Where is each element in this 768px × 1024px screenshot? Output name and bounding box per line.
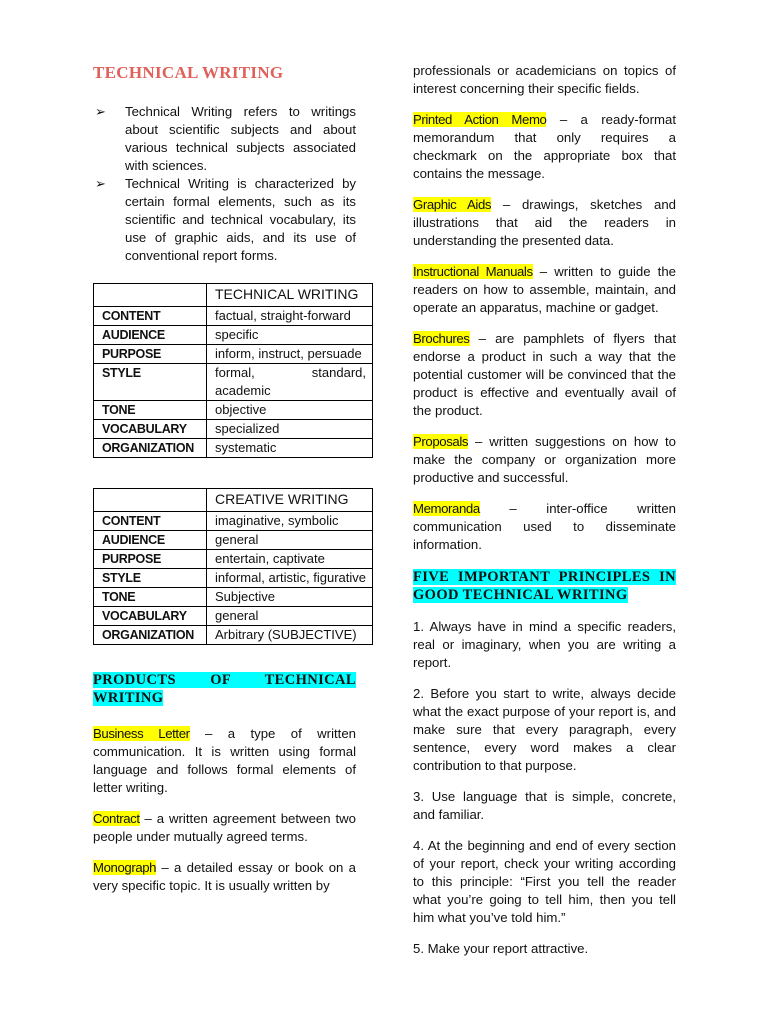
product-definition: – a written agreement between two people under mutually agreed terms. [93,811,356,844]
product-definition: – a ready-format memorandum that only requires a checkmark on the appropriate box that contains the message. [413,112,677,181]
row-value: general [207,531,373,550]
product-definition: – written to guide the readers on how to assemble, maintain, and operate an apparatus, machine or gadget. [413,264,676,315]
table-row [94,439,373,458]
row-key: ORGANIZATION [94,626,207,645]
product-term: Graphic Aids [413,197,492,212]
table-header: TECHNICAL WRITING [207,284,373,307]
product-entry [93,725,356,797]
product-entry [93,810,356,846]
row-key: STYLE [94,364,207,401]
row-value: entertain, captivate [207,550,373,569]
product-entry [413,500,676,554]
bullet-item [93,103,356,175]
left-column [93,62,366,895]
arrowhead-bullet-icon: ➢ [95,176,106,191]
bullet-text: Technical Writing is characterized by certain formal elements, such as its scientific and technical vocabulary, its use of graphic aids, and its use of conventional report forms. [125,176,356,263]
row-key: TONE [94,401,207,420]
row-value: Arbitrary (SUBJECTIVE) [207,626,373,645]
table-header-row [94,284,373,307]
table-row [94,569,373,588]
row-key: PURPOSE [94,345,207,364]
table-row [94,588,373,607]
row-key: AUDIENCE [94,531,207,550]
row-key: TONE [94,588,207,607]
table-row [94,626,373,645]
product-definition: – are pamphlets of flyers that endorse a product in such a way that the potential customer will be convinced that the product is effective and eventually avail of the product. [413,331,676,418]
bullet-item [93,175,356,265]
arrowhead-bullet-icon: ➢ [95,104,106,119]
principle-item: 3. Use language that is simple, concrete, and familiar. [413,789,676,822]
principle-item: 5. Make your report attractive. [413,941,589,956]
table-row [94,401,373,420]
product-entry [93,859,356,895]
row-value: general [207,607,373,626]
table-spacer [93,458,356,488]
bullet-text: Technical Writing refers to writings about scientific subjects and about various technical subjects associated with sciences. [125,104,356,173]
product-entry [413,196,676,250]
row-key: CONTENT [94,512,207,531]
products-heading-text: PRODUCTS OF TECHNICAL WRITING [93,672,356,706]
principles-heading [413,568,676,604]
products-heading [93,671,356,707]
principles-heading-text: FIVE IMPORTANT PRINCIPLES IN GOOD TECHNICAL WRITING [413,569,676,603]
product-definition: – a detailed essay or book on a very specific topic. It is usually written by [93,860,356,893]
product-entry [413,330,676,420]
row-value: inform, instruct, persuade [207,345,373,364]
product-term: Monograph [93,860,157,875]
product-definition: – a type of written communication. It is written using formal language and follows formal elements of letter writing. [93,726,356,795]
table-row [94,607,373,626]
row-value: specific [207,326,373,345]
product-entry [413,111,676,183]
row-key: CONTENT [94,307,207,326]
row-key: ORGANIZATION [94,439,207,458]
section-spacer [93,645,356,671]
table-row [94,307,373,326]
table-header: CREATIVE WRITING [207,489,373,512]
product-definition: – written suggestions on how to make the company or organization more productive and successful. [413,434,676,485]
table-row [94,326,373,345]
table-row [94,420,373,439]
technical-writing-table [93,283,373,458]
page-title: TECHNICAL WRITING [93,63,284,82]
product-term: Instructional Manuals [413,264,533,279]
product-entry [413,433,676,487]
row-value: factual, straight-forward [207,307,373,326]
row-value: specialized [207,420,373,439]
row-value: imaginative, symbolic [207,512,373,531]
table-corner-cell [94,489,207,512]
table-header-row [94,489,373,512]
row-key: VOCABULARY [94,420,207,439]
product-definition: – drawings, sketches and illustrations that aid the readers in understanding the presented data. [413,197,676,248]
table-row [94,531,373,550]
monograph-continuation: professionals or academicians on topics of interest concerning their specific fields. [413,63,676,96]
table-row [94,345,373,364]
table-row [94,512,373,531]
product-term: Business Letter [93,726,190,741]
product-term: Proposals [413,434,469,449]
row-key: PURPOSE [94,550,207,569]
product-entry [413,263,676,317]
creative-writing-table [93,488,373,645]
product-term: Contract [93,811,140,826]
principle-item: 4. At the beginning and end of every section of your report, check your writing according to this principle: “First you tell the reader what you’re going to tell him, then you tell him what you’ve told him.” [413,838,676,925]
product-definition: – inter-office written communication used to disseminate information. [413,501,676,552]
row-key: VOCABULARY [94,607,207,626]
principle-item: 2. Before you start to write, always decide what the exact purpose of your report is, and make sure that every paragraph, every sentence, every word makes a clear contribution to that purpose. [413,686,676,773]
product-term: Brochures [413,331,470,346]
product-term: Memoranda [413,501,480,516]
row-key: AUDIENCE [94,326,207,345]
row-value: objective [207,401,373,420]
product-term: Printed Action Memo [413,112,547,127]
row-value: systematic [207,439,373,458]
principle-item: 1. Always have in mind a specific readers, real or imaginary, when you are writing a report. [413,619,676,670]
table-corner-cell [94,284,207,307]
row-value: formal, standard, academic [207,364,373,401]
table-row [94,550,373,569]
right-column [413,62,676,971]
row-key: STYLE [94,569,207,588]
intro-bullets [93,103,356,265]
row-value: Subjective [207,588,373,607]
row-value: informal, artistic, figurative [207,569,373,588]
table-row [94,364,373,401]
